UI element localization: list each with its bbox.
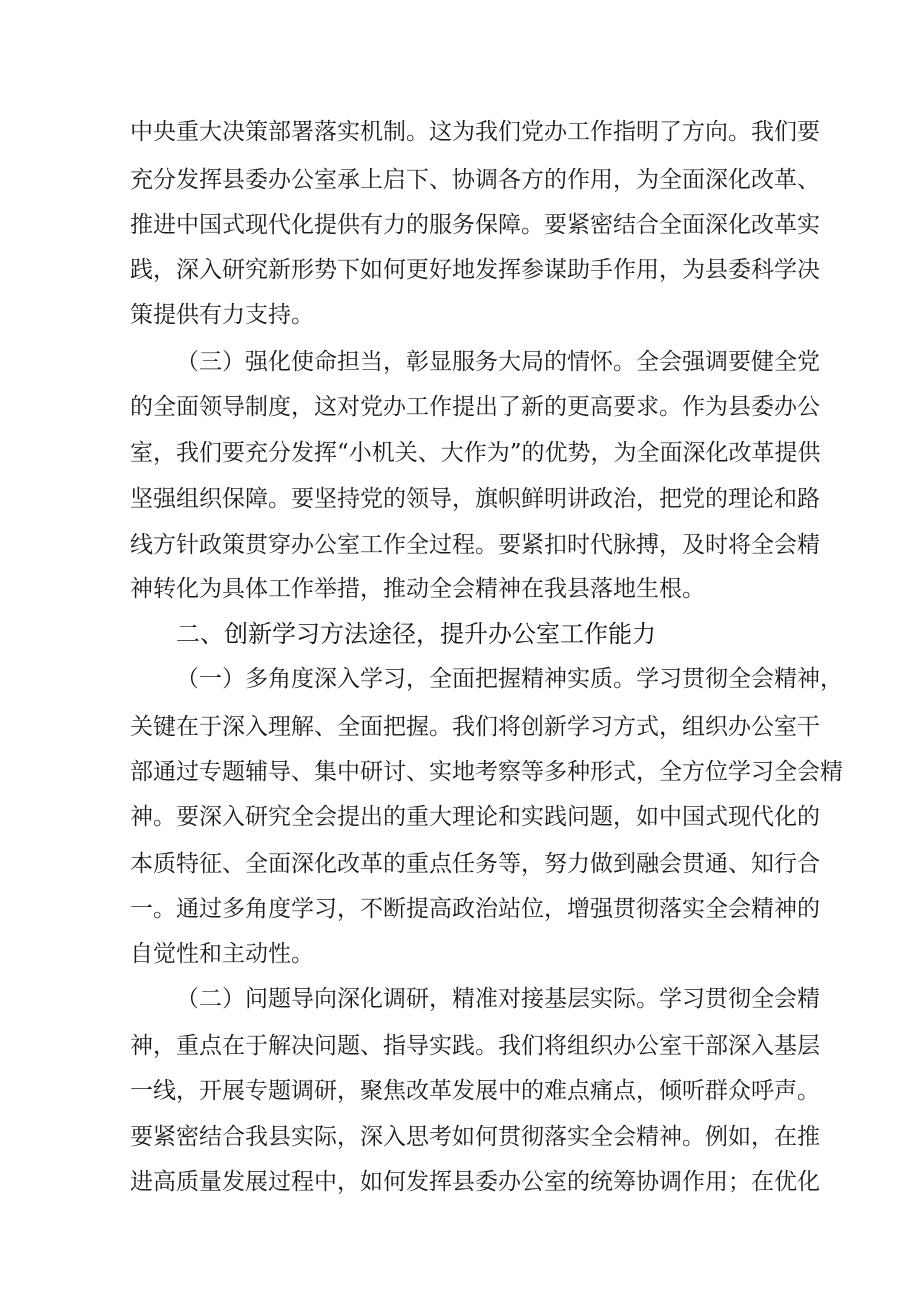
paragraph-3-line-7: 自觉性和主动性。 (130, 941, 314, 967)
paragraph-1-line-5: 策提供有力支持。 (130, 302, 314, 328)
section-heading: 二、创新学习方法途径，提升办公室工作能力 (176, 620, 656, 648)
paragraph-3-line-6: 一。通过多角度学习，不断提高政治站位，增强贯彻落实全会精神的 (130, 896, 820, 922)
paragraph-1-line-3: 推进中国式现代化提供有力的服务保障。要紧密结合全面深化改革实 (130, 212, 820, 238)
paragraph-2-line-6: 神转化为具体工作举措，推动全会精神在我县落地生根。 (130, 576, 705, 602)
paragraph-4-line-1: （二）问题导向深化调研，精准对接基层实际。学习贯彻全会精 (176, 986, 820, 1012)
paragraph-3-line-4: 神。要深入研究全会提出的重大理论和实践问题，如中国式现代化的 (130, 804, 820, 830)
paragraph-2-line-3: 室，我们要充分发挥“小机关、大作为”的优势，为全面深化改革提供 (130, 440, 821, 466)
paragraph-3-line-5: 本质特征、全面深化改革的重点任务等，努力做到融会贯通、知行合 (130, 851, 820, 877)
paragraph-2-line-2: 的全面领导制度，这对党办工作提出了新的更高要求。作为县委办公 (130, 394, 820, 420)
paragraph-2-line-4: 坚强组织保障。要坚持党的领导，旗帜鲜明讲政治，把党的理论和路 (130, 486, 820, 512)
paragraph-1-line-1: 中央重大决策部署落实机制。这为我们党办工作指明了方向。我们要 (130, 119, 820, 145)
paragraph-3-line-3: 部通过专题辅导、集中研讨、实地考察等多种形式，全方位学习全会精 (130, 759, 843, 785)
paragraph-2-line-1: （三）强化使命担当，彰显服务大局的情怀。全会强调要健全党 (176, 349, 820, 375)
paragraph-4-line-4: 要紧密结合我县实际，深入思考如何贯彻落实全会精神。例如，在推 (130, 1124, 820, 1150)
paragraph-4-line-2: 神，重点在于解决问题、指导实践。我们将组织办公室干部深入基层 (130, 1033, 820, 1059)
paragraph-1-line-4: 践，深入研究新形势下如何更好地发挥参谋助手作用，为县委科学决 (130, 257, 820, 283)
paragraph-2-line-5: 线方针政策贯穿办公室工作全过程。要紧扣时代脉搏，及时将全会精 (130, 532, 820, 558)
paragraph-1-line-2: 充分发挥县委办公室承上启下、协调各方的作用，为全面深化改革、 (130, 167, 820, 193)
paragraph-3-line-1: （一）多角度深入学习，全面把握精神实质。学习贯彻全会精神， (176, 666, 843, 692)
paragraph-3-line-2: 关键在于深入理解、全面把握。我们将创新学习方式，组织办公室干 (130, 714, 820, 740)
paragraph-4-line-3: 一线，开展专题调研，聚焦改革发展中的难点痛点，倾听群众呼声。 (130, 1078, 820, 1104)
paragraph-4-line-5: 进高质量发展过程中，如何发挥县委办公室的统筹协调作用；在优化 (130, 1169, 820, 1195)
